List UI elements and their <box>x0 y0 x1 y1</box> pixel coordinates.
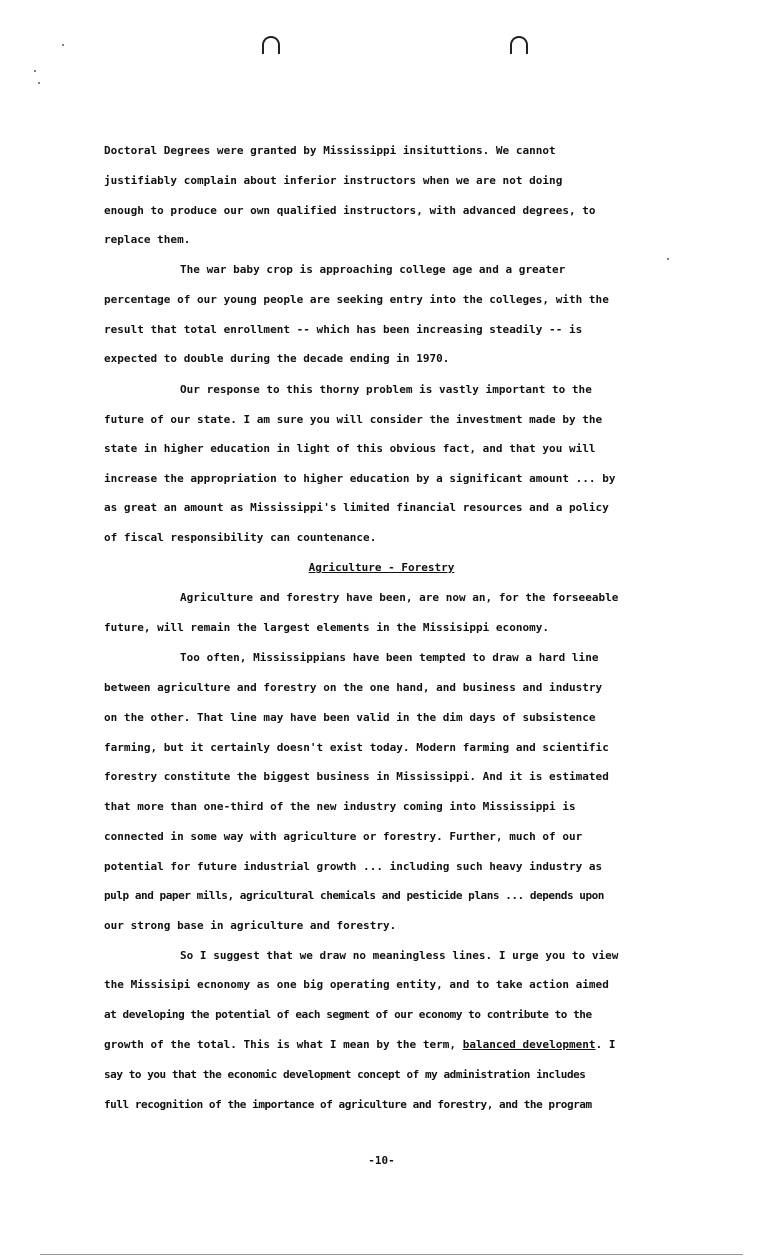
text-line: connected in some way with agriculture or forestry. Further, much of our <box>104 830 583 843</box>
text-line: increase the appropriation to higher education by a significant amount ... by <box>104 472 616 485</box>
text-line: So I suggest that we draw no meaningless lines. I urge you to view <box>180 949 619 962</box>
text-line: our strong base in agriculture and forestry. <box>104 919 397 932</box>
text-line: as great an amount as Mississippi's limited financial resources and a policy <box>104 501 609 514</box>
text-line: pulp and paper mills, agricultural chemicals and pesticide plans ... depends upon <box>104 889 604 902</box>
text-line <box>104 1038 714 1052</box>
text-line: full recognition of the importance of agriculture and forestry, and the program <box>104 1098 592 1111</box>
text-line: Agriculture and forestry have been, are now an, for the forseeable <box>180 591 619 604</box>
text-line: at developing the potential of each segment of our economy to contribute to the <box>104 1008 592 1021</box>
text-line: Our response to this thorny problem is vastly important to the <box>180 383 592 396</box>
text-line: percentage of our young people are seeking entry into the colleges, with the <box>104 293 609 306</box>
text-line-start: growth of the total. This is what I mean by the term, <box>104 1038 457 1051</box>
text-line: future, will remain the largest elements in the Missisippi economy. <box>104 621 550 634</box>
text-line: farming, but it certainly doesn't exist today. Modern farming and scientific <box>104 741 609 754</box>
text-line: say to you that the economic development concept of my administration includes <box>104 1068 586 1081</box>
binder-hole-right <box>510 36 528 54</box>
text-line: result that total enrollment -- which has been increasing steadily -- is <box>104 323 583 336</box>
section-heading: Agriculture - Forestry <box>308 561 455 574</box>
binder-hole-left <box>262 36 280 54</box>
scan-speck <box>38 82 40 84</box>
text-line: state in higher education in light of this obvious fact, and that you will <box>104 442 596 455</box>
text-line: potential for future industrial growth ... including such heavy industry as <box>104 860 603 873</box>
text-line: of fiscal responsibility can countenance. <box>104 531 377 544</box>
text-line: forestry constitute the biggest business in Mississippi. And it is estimated <box>104 770 609 783</box>
text-line: on the other. That line may have been valid in the dim days of subsistence <box>104 711 596 724</box>
page-number: -10- <box>368 1154 395 1167</box>
scan-edge <box>40 1254 743 1255</box>
text-line: justifiably complain about inferior instructors when we are not doing <box>104 174 563 187</box>
text-line: replace them. <box>104 233 191 246</box>
scan-speck <box>667 258 669 260</box>
underlined-phrase: balanced development <box>462 1038 596 1051</box>
text-line: Too often, Mississippians have been tempted to draw a hard line <box>180 651 599 664</box>
text-line: enough to produce our own qualified instructors, with advanced degrees, to <box>104 204 596 217</box>
text-line: between agriculture and forestry on the one hand, and business and industry <box>104 681 603 694</box>
scan-speck <box>34 70 36 72</box>
text-line: future of our state. I am sure you will consider the investment made by the <box>104 413 603 426</box>
text-line: The war baby crop is approaching college age and a greater <box>180 263 566 276</box>
text-line: expected to double during the decade ending in 1970. <box>104 352 450 365</box>
scan-speck <box>62 44 64 46</box>
text-line: that more than one-third of the new industry coming into Mississippi is <box>104 800 576 813</box>
text-line-tail: . I <box>595 1038 616 1051</box>
text-line: Doctoral Degrees were granted by Mississippi insituttions. We cannot <box>104 144 556 157</box>
text-line: the Missisipi ecnonomy as one big operating entity, and to take action aimed <box>104 978 609 991</box>
